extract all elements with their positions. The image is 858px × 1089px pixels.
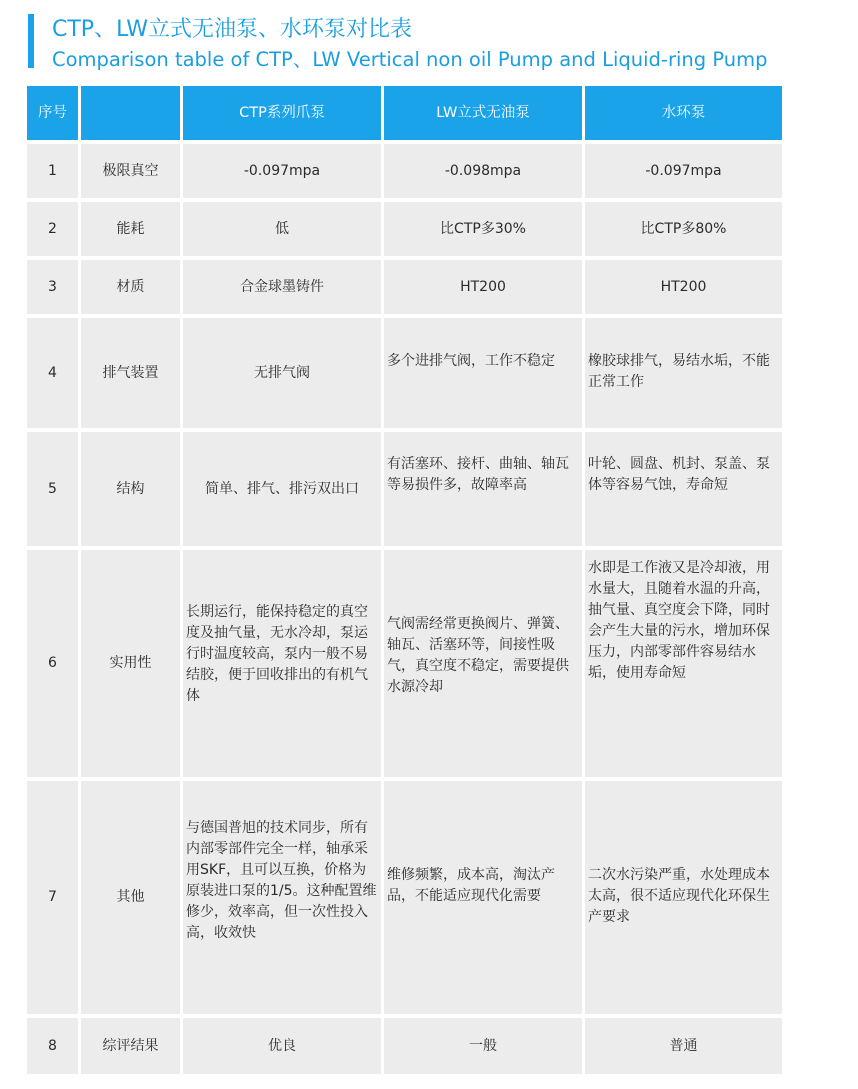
row-6-item: 实用性 [81,550,180,777]
row-1-ctp: -0.097mpa [183,144,381,198]
row-1-no: 1 [27,144,78,198]
row-2-no: 2 [27,202,78,256]
row-4-ring: 橡胶球排气，易结水垢，不能正常工作 [585,318,782,428]
row-8-item: 综评结果 [81,1018,180,1074]
row-2-ctp: 低 [183,202,381,256]
row-7-ctp: 与德国普旭的技术同步，所有内部零部件完全一样，轴承采用SKF，且可以互换，价格为原装进口泵的1/5。这种配置维修少，效率高，但一次性投入高，收效快 [183,781,381,1014]
comparison-table [27,86,782,1074]
row-6-ring: 水即是工作液又是冷却液，用水量大，且随着水温的升高，抽气量、真空度会下降，同时会产生大量的污水，增加环保压力，内部零部件容易结水垢，使用寿命短 [585,550,782,777]
row-6-ctp: 长期运行，能保持稳定的真空度及抽气量，无水冷却，泵运行时温度较高，泵内一般不易结胶，便于回收排出的有机气体 [183,550,381,777]
row-1-lw: -0.098mpa [384,144,582,198]
header-lw: LW立式无油泵 [384,86,582,140]
header-ctp: CTP系列爪泵 [183,86,381,140]
row-7-no: 7 [27,781,78,1014]
page-title-cn: CTP、LW立式无油泵、水环泵对比表 [52,17,413,42]
row-2-ring: 比CTP多80% [585,202,782,256]
row-5-item: 结构 [81,432,180,546]
header-no: 序号 [27,86,78,140]
row-2-lw: 比CTP多30% [384,202,582,256]
row-4-ctp: 无排气阀 [183,318,381,428]
row-2-item: 能耗 [81,202,180,256]
row-1-ring: -0.097mpa [585,144,782,198]
row-5-no: 5 [27,432,78,546]
row-3-lw: HT200 [384,260,582,314]
row-8-lw: 一般 [384,1018,582,1074]
header-item [81,86,180,140]
row-6-no: 6 [27,550,78,777]
row-3-ctp: 合金球墨铸件 [183,260,381,314]
row-6-lw: 气阀需经常更换阀片、弹簧、轴瓦、活塞环等，间接性吸气，真空度不稳定，需要提供水源冷却 [384,550,582,777]
row-8-no: 8 [27,1018,78,1074]
row-8-ctp: 优良 [183,1018,381,1074]
row-3-item: 材质 [81,260,180,314]
row-3-ring: HT200 [585,260,782,314]
row-3-no: 3 [27,260,78,314]
row-1-item: 极限真空 [81,144,180,198]
header-ring: 水环泵 [585,86,782,140]
row-4-item: 排气装置 [81,318,180,428]
row-7-item: 其他 [81,781,180,1014]
page-title-en: Comparison table of CTP、LW Vertical non oil Pump and Liquid-ring Pump [52,48,768,71]
row-7-ring: 二次水污染严重，水处理成本太高，很不适应现代化环保生产要求 [585,781,782,1014]
row-5-ring: 叶轮、圆盘、机封、泵盖、泵体等容易气蚀，寿命短 [585,432,782,546]
row-4-no: 4 [27,318,78,428]
title-accent-bar [28,14,34,68]
row-7-lw: 维修频繁，成本高，淘汰产品，不能适应现代化需要 [384,781,582,1014]
row-5-ctp: 简单、排气、排污双出口 [183,432,381,546]
row-4-lw: 多个进排气阀，工作不稳定 [384,318,582,428]
row-8-ring: 普通 [585,1018,782,1074]
row-5-lw: 有活塞环、接杆、曲轴、轴瓦等易损件多，故障率高 [384,432,582,546]
